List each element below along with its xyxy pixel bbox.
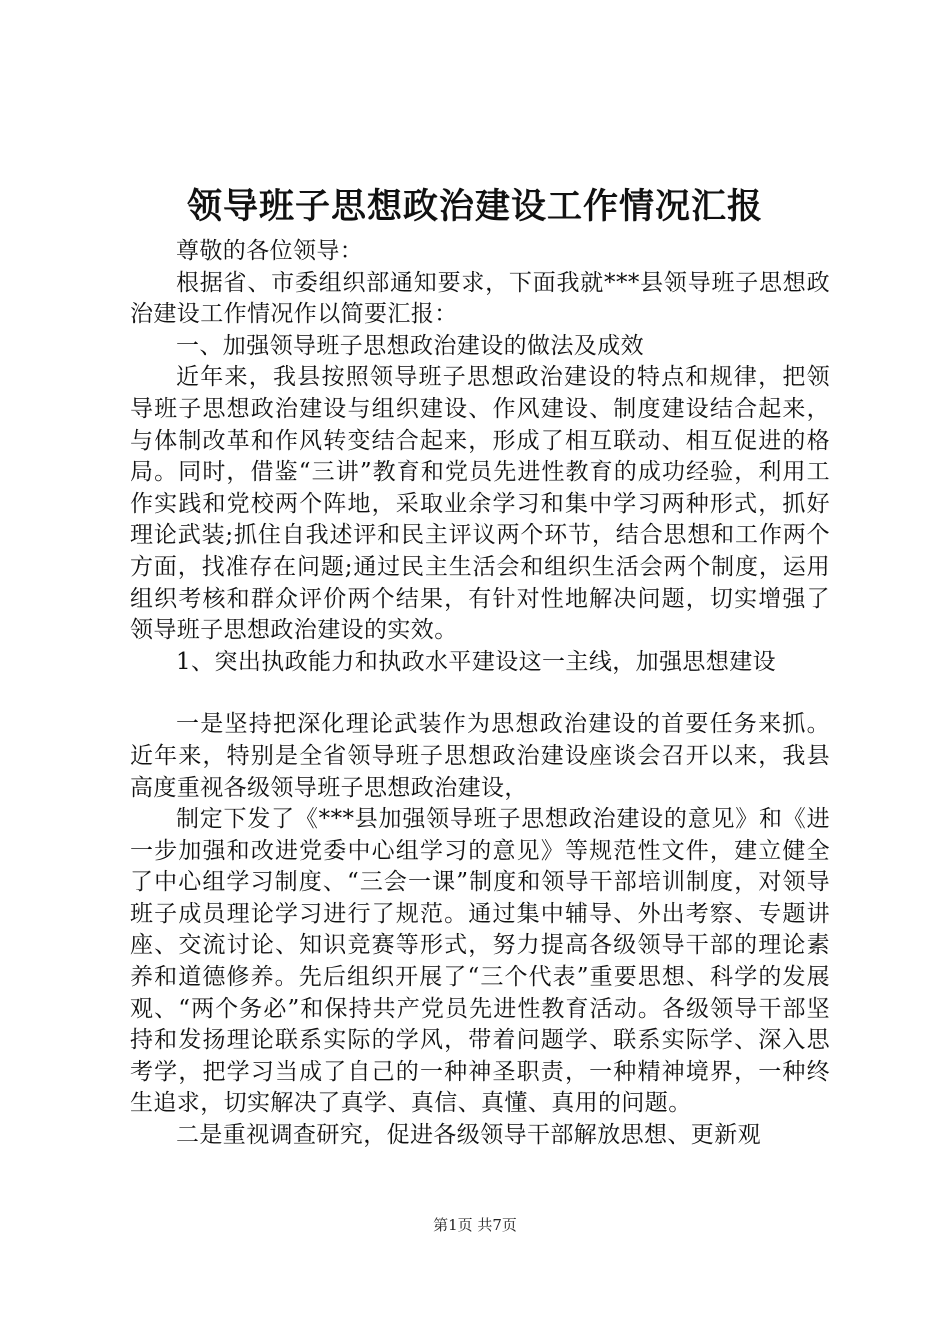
document-body bbox=[130, 236, 830, 1152]
section-heading: 一、加强领导班子思想政治建设的做法及成效 bbox=[176, 332, 644, 359]
subsection-heading: 1、突出执政能力和执政水平建设这一主线，加强思想建设 bbox=[176, 648, 777, 675]
body-paragraph: 近年来，我县按照领导班子思想政治建设的特点和规律，把领导班子思想政治建设与组织建设、作风建设、制度建设结合起来，与体制改革和作风转变结合起来，形成了相互联动、相互促进的格局。同时，借鉴“三讲”教育和党员先进性教育的成功经验，利用工作实践和党校两个阵地，采取业余学习和集中学习两种形式，抓好理论武装;抓住自我述评和民主评议两个环节，结合思想和工作两个方面，找准存在问题;通过民主生活会和组织生活会两个制度，运用组织考核和群众评价两个结果，有针对性地解决问题，切实增强了领导班子思想政治建设的实效。 bbox=[130, 364, 830, 644]
salutation-paragraph: 尊敬的各位领导： bbox=[176, 238, 364, 264]
page-number-footer: 第1页 共7页 bbox=[433, 1216, 517, 1234]
body-paragraph: 一是坚持把深化理论武装作为思想政治建设的首要任务来抓。近年来，特别是全省领导班子思想政治建设座谈会召开以来，我县高度重视各级领导班子思想政治建设， bbox=[130, 711, 830, 801]
body-paragraph: 制定下发了《***县加强领导班子思想政治建设的意见》和《进一步加强和改进党委中心组学习的意见》等规范性文件，建立健全了中心组学习制度、“三会一课”制度和领导干部培训制度，对领导班子成员理论学习进行了规范。通过集中辅导、外出考察、专题讲座、交流讨论、知识竞赛等形式，努力提高各级领导干部的理论素养和道德修养。先后组织开展了“三个代表”重要思想、科学的发展观、“两个务必”和保持共产党员先进性教育活动。各级领导干部坚持和发扬理论联系实际的学风，带着问题学、联系实际学、深入思考学，把学习当成了自己的一种神圣职责，一种精神境界，一种终生追求，切实解决了真学、真信、真懂、真用的问题。 bbox=[130, 806, 830, 1117]
document-title: 领导班子思想政治建设工作情况汇报 bbox=[186, 186, 763, 227]
body-paragraph: 二是重视调查研究，促进各级领导干部解放思想、更新观 bbox=[176, 1122, 761, 1149]
intro-paragraph: 根据省、市委组织部通知要求，下面我就***县领导班子思想政治建设工作情况作以简要汇报： bbox=[130, 269, 830, 328]
